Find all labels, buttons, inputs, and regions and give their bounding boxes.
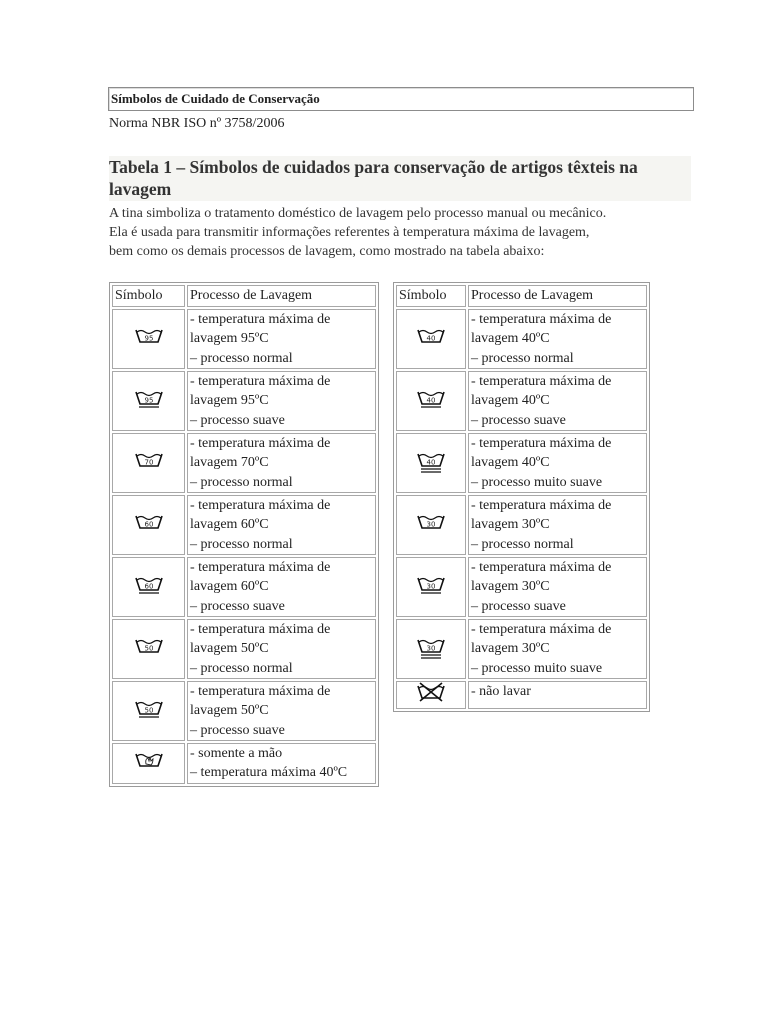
washtub-temperature: 40 <box>426 396 436 405</box>
process-line: lavagem 30ºC <box>471 579 550 595</box>
process-cell <box>468 433 647 493</box>
do-not-wash-icon <box>416 682 446 708</box>
care-table-left <box>109 282 379 787</box>
table-row <box>396 309 647 369</box>
process-cell <box>468 681 647 709</box>
table-row <box>112 433 376 493</box>
washtub-60-icon <box>134 512 164 538</box>
process-cell <box>468 309 647 369</box>
intro-line: Ela é usada para transmitir informações referentes à temperatura máxima de lavagem, <box>109 225 590 240</box>
symbol-cell <box>396 495 466 555</box>
process-cell <box>187 681 376 741</box>
intro-paragraph <box>109 204 699 261</box>
washtub-temperature: 95 <box>144 396 153 405</box>
process-cell <box>468 619 647 679</box>
table-row <box>112 495 376 555</box>
process-line: lavagem 70ºC <box>190 455 269 471</box>
symbol-cell <box>112 681 185 741</box>
column-header-process: Processo de Lavagem <box>187 285 376 307</box>
table-row <box>112 743 376 784</box>
table-row <box>112 371 376 431</box>
table-row <box>112 619 376 679</box>
symbol-cell <box>112 433 185 493</box>
washtub-30-gentle-icon <box>416 574 446 600</box>
symbol-cell <box>396 619 466 679</box>
table-title: Tabela 1 – Símbolos de cuidados para conservação de artigos têxteis na lavagem <box>109 156 691 201</box>
washtub-temperature: 95 <box>144 334 153 343</box>
process-line: - temperatura máxima de <box>190 684 331 699</box>
table-row <box>396 495 647 555</box>
washtub-temperature: 50 <box>144 706 153 715</box>
table-row <box>396 619 647 679</box>
symbol-cell <box>112 743 185 784</box>
table-row <box>112 681 376 741</box>
washtub-50-icon <box>134 636 164 662</box>
process-line: – temperatura máxima 40ºC <box>190 765 348 781</box>
table-row <box>112 557 376 617</box>
washtub-50-gentle-icon <box>134 698 164 724</box>
process-line: - temperatura máxima de <box>190 312 331 327</box>
process-cell <box>468 371 647 431</box>
norma-reference: Norma NBR ISO nº 3758/2006 <box>109 116 285 131</box>
table-row <box>396 681 647 709</box>
symbol-cell <box>396 371 466 431</box>
column-header-symbol: Símbolo <box>112 285 185 307</box>
washtub-temperature: 70 <box>144 458 153 467</box>
process-line: - temperatura máxima de <box>471 312 612 327</box>
washtub-temperature: 30 <box>426 582 436 591</box>
process-line: – processo suave <box>190 598 285 614</box>
symbol-cell <box>396 309 466 369</box>
symbol-cell <box>396 681 466 709</box>
care-table-right <box>393 282 650 712</box>
process-line: – processo normal <box>190 660 293 676</box>
process-cell <box>187 743 376 784</box>
washtub-temperature: 60 <box>144 582 153 591</box>
table-row <box>396 371 647 431</box>
process-line: lavagem 60ºC <box>190 579 269 595</box>
symbol-cell <box>112 309 185 369</box>
washtub-30-very-gentle-icon <box>416 636 446 662</box>
header-title: Símbolos de Cuidado de Conservação <box>111 91 320 106</box>
process-cell <box>187 557 376 617</box>
process-line: - temperatura máxima de <box>190 374 331 389</box>
process-line: - não lavar <box>471 684 531 699</box>
process-line: - temperatura máxima de <box>471 622 612 637</box>
washtub-95-icon <box>134 326 164 352</box>
washtub-30-icon <box>416 512 446 538</box>
process-cell <box>187 371 376 431</box>
process-line: lavagem 40ºC <box>471 331 550 347</box>
intro-line: A tina simboliza o tratamento doméstico de lavagem pelo processo manual ou mecânico. <box>109 206 607 221</box>
process-line: lavagem 95ºC <box>190 331 269 347</box>
process-line: lavagem 50ºC <box>190 703 269 719</box>
process-line: – processo muito suave <box>471 474 603 490</box>
process-cell <box>187 309 376 369</box>
symbol-cell <box>396 557 466 617</box>
washtub-temperature: 60 <box>144 520 153 529</box>
washtub-temperature: 50 <box>144 644 153 653</box>
symbol-cell <box>112 619 185 679</box>
washtub-40-gentle-icon <box>416 388 446 414</box>
process-line: – processo suave <box>471 598 566 614</box>
washtub-60-gentle-icon <box>134 574 164 600</box>
table-row <box>396 433 647 493</box>
process-line: - temperatura máxima de <box>190 436 331 451</box>
process-line: - temperatura máxima de <box>471 560 612 575</box>
process-line: – processo normal <box>190 350 293 366</box>
process-line: lavagem 60ºC <box>190 517 269 533</box>
washtub-70-icon <box>134 450 164 476</box>
process-cell <box>468 495 647 555</box>
symbol-cell <box>112 557 185 617</box>
process-line: - somente a mão <box>190 746 283 761</box>
process-line: lavagem 40ºC <box>471 393 550 409</box>
process-line: – processo muito suave <box>471 660 603 676</box>
process-cell <box>187 619 376 679</box>
column-header-process: Processo de Lavagem <box>468 285 647 307</box>
process-line: – processo suave <box>471 412 566 428</box>
process-line: lavagem 95ºC <box>190 393 269 409</box>
process-line: – processo normal <box>471 536 574 552</box>
process-line: lavagem 30ºC <box>471 641 550 657</box>
process-cell <box>187 433 376 493</box>
column-header-symbol: Símbolo <box>396 285 466 307</box>
process-line: – processo suave <box>190 412 285 428</box>
symbol-cell <box>396 433 466 493</box>
process-line: lavagem 50ºC <box>190 641 269 657</box>
washtub-temperature: 30 <box>426 644 436 653</box>
intro-line: bem como os demais processos de lavagem, como mostrado na tabela abaixo: <box>109 244 545 259</box>
washtub-95-gentle-icon <box>134 388 164 414</box>
process-line: – processo suave <box>190 722 285 738</box>
process-cell <box>187 495 376 555</box>
process-line: – processo normal <box>190 536 293 552</box>
washtub-40-very-gentle-icon <box>416 450 446 476</box>
process-cell <box>468 557 647 617</box>
table-row <box>396 557 647 617</box>
process-line: lavagem 30ºC <box>471 517 550 533</box>
process-line: - temperatura máxima de <box>471 374 612 389</box>
process-line: - temperatura máxima de <box>190 622 331 637</box>
process-line: lavagem 40ºC <box>471 455 550 471</box>
washtub-40-icon <box>416 326 446 352</box>
process-line: - temperatura máxima de <box>190 560 331 575</box>
symbol-cell <box>112 371 185 431</box>
symbol-cell <box>112 495 185 555</box>
process-line: - temperatura máxima de <box>190 498 331 513</box>
process-line: – processo normal <box>190 474 293 490</box>
washtub-temperature: 40 <box>426 334 436 343</box>
hand-wash-icon <box>134 750 164 776</box>
header-box <box>108 87 694 111</box>
table-row <box>112 309 376 369</box>
process-line: - temperatura máxima de <box>471 498 612 513</box>
washtub-temperature: 30 <box>426 520 436 529</box>
process-line: – processo normal <box>471 350 574 366</box>
washtub-temperature: 40 <box>426 458 436 467</box>
process-line: - temperatura máxima de <box>471 436 612 451</box>
